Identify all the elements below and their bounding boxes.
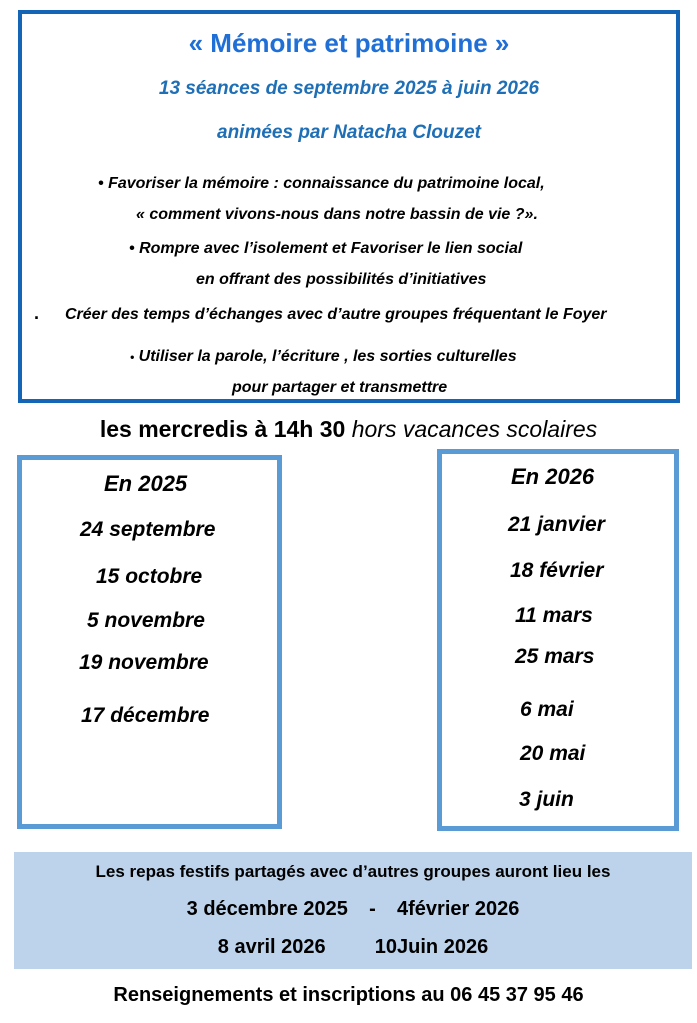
bullet-marker: • xyxy=(98,175,104,192)
bullet-3-marker: . xyxy=(34,303,40,323)
date-2026-item: 6 mai xyxy=(520,698,574,721)
repas-band xyxy=(14,852,692,969)
date-2026-item: 11 mars xyxy=(515,604,593,627)
bullet-2-continued: en offrant des possibilités d’initiatives xyxy=(196,271,487,288)
flyer-title: « Mémoire et patrimoine » xyxy=(188,28,510,58)
date-2026-item: 25 mars xyxy=(515,645,595,668)
date-2026-item: 3 juin xyxy=(519,788,574,811)
schedule-line xyxy=(0,416,697,443)
repas-date: 3 décembre 2025 xyxy=(186,898,348,920)
bullet-3: Créer des temps d’échanges avec d’autre groupes fréquentant le Foyer xyxy=(65,306,607,323)
dates-2026-heading: En 2026 xyxy=(511,464,595,489)
bullet-marker: • xyxy=(130,350,135,364)
date-2025-item: 15 octobre xyxy=(96,565,203,588)
contact-line: Renseignements et inscriptions au 06 45 37 95 46 xyxy=(113,984,584,1006)
date-2025-item: 19 novembre xyxy=(79,651,209,674)
dates-2025-heading: En 2025 xyxy=(104,471,188,496)
dates-2026-box xyxy=(437,449,679,831)
repas-dates-row-1 xyxy=(14,898,692,921)
bullet-1-continued: « comment vivons-nous dans notre bassin de vie ?». xyxy=(136,206,538,223)
date-2025-item: 24 septembre xyxy=(80,518,216,541)
header-box xyxy=(18,10,680,403)
date-2026-item: 18 février xyxy=(510,559,604,582)
schedule-main: les mercredis à 14h 30 xyxy=(99,416,346,442)
date-2026-item: 20 mai xyxy=(520,742,586,765)
sessions-subtitle: 13 séances de septembre 2025 à juin 2026 xyxy=(158,78,540,99)
bullet-text: Rompre avec l’isolement et Favoriser le lien social xyxy=(139,240,523,257)
date-2025-item: 5 novembre xyxy=(87,609,205,632)
schedule-note: hors vacances scolaires xyxy=(351,416,598,442)
repas-date: 8 avril 2026 xyxy=(217,936,326,958)
date-2025-item: 17 décembre xyxy=(81,704,210,727)
bullet-text: Favoriser la mémoire : connaissance du patrimoine local, xyxy=(108,175,545,192)
animator-subtitle: animées par Natacha Clouzet xyxy=(217,122,481,143)
dates-2025-box xyxy=(17,455,282,829)
repas-separator: - xyxy=(369,898,376,920)
bullet-1 xyxy=(98,175,545,193)
date-2026-item: 21 janvier xyxy=(508,513,605,536)
repas-intro: Les repas festifs partagés avec d’autres groupes auront lieu les xyxy=(95,862,611,881)
repas-date: 4février 2026 xyxy=(397,898,520,920)
bullet-4-continued: pour partager et transmettre xyxy=(232,379,448,396)
bullet-4 xyxy=(130,348,517,366)
repas-dates-row-2 xyxy=(14,936,692,959)
bullet-2 xyxy=(129,240,522,258)
bullet-text: Utiliser la parole, l’écriture , les sorties culturelles xyxy=(138,348,517,365)
bullet-marker: • xyxy=(129,240,135,257)
repas-date: 10Juin 2026 xyxy=(374,936,489,958)
